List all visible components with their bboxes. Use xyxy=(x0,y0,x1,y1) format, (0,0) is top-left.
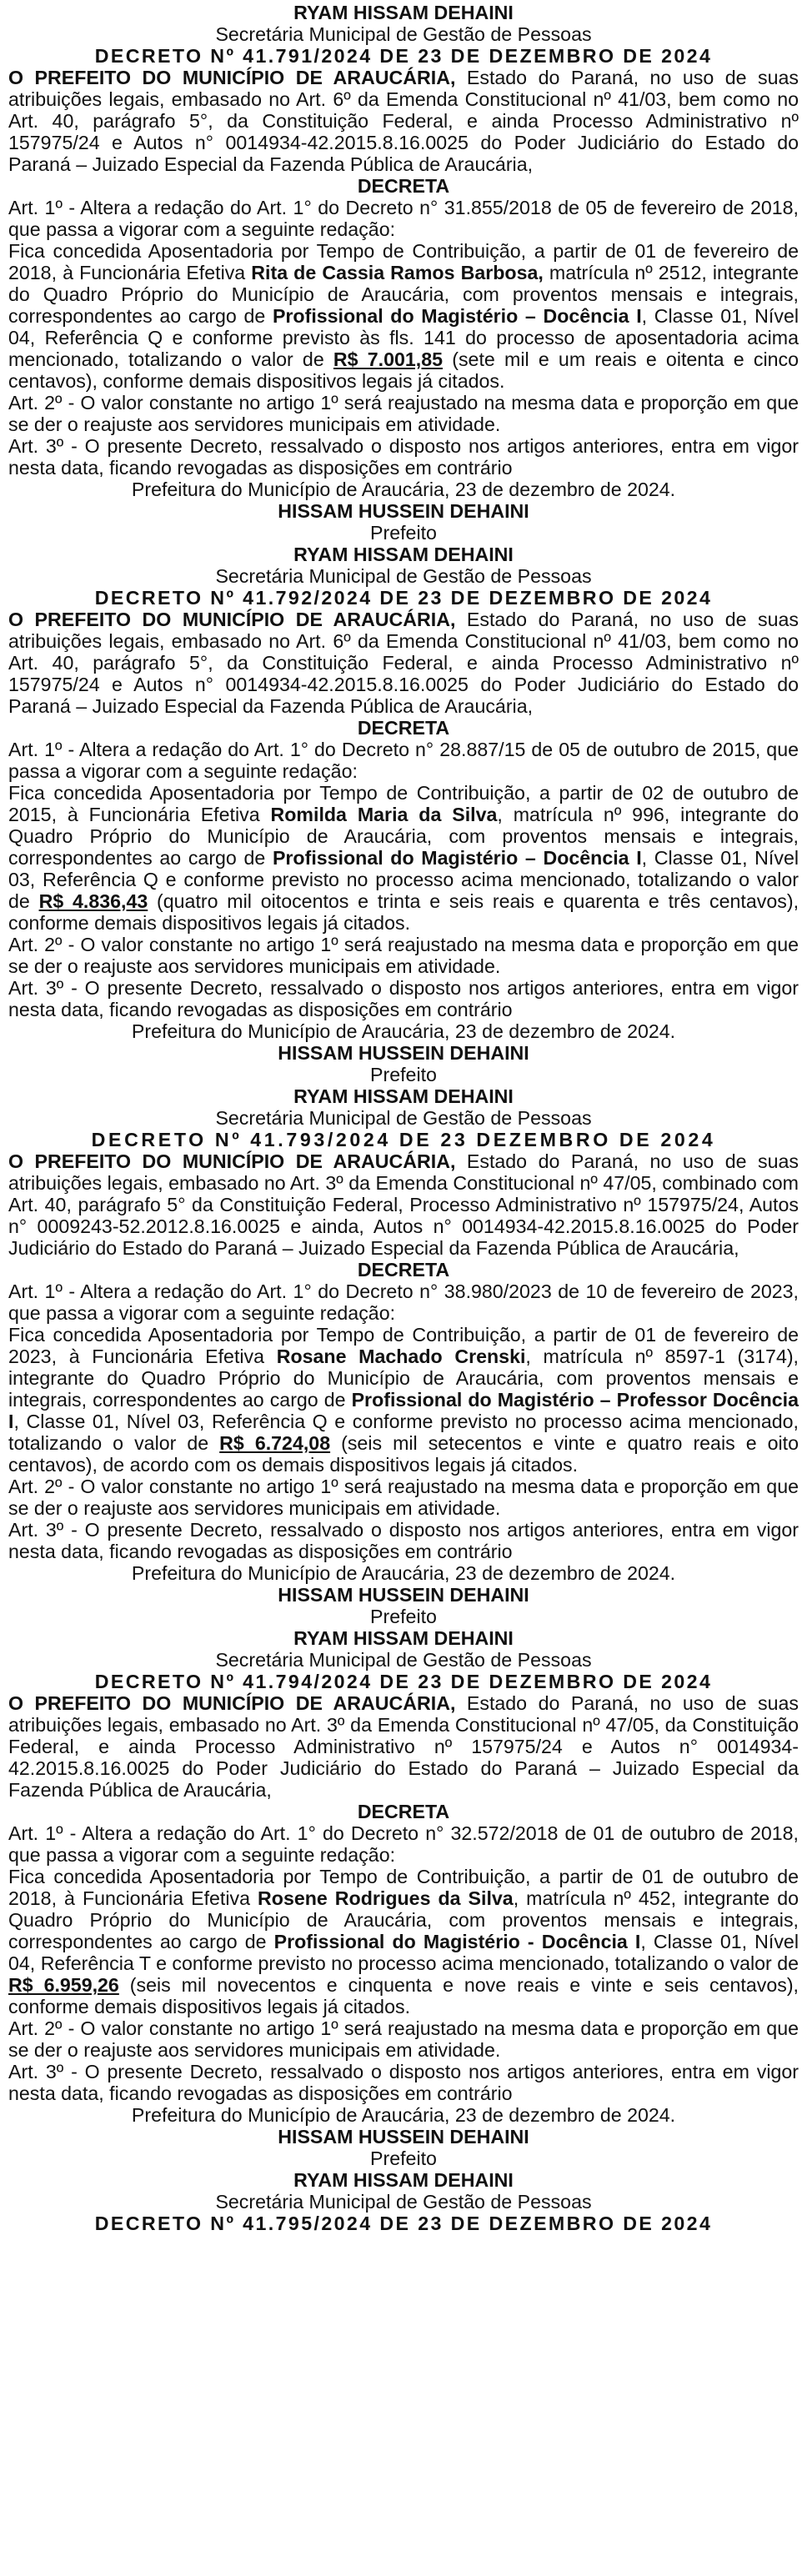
decree-41794 xyxy=(8,1627,799,2169)
preamble-text: Estado do Paraná, no uso de suas atribuições legais, embasado no Art. 6º da Emenda Constitucional nº 41/03, bem como no Art. 40, parágrafo 5°, da Constituição Federal, e ainda Processo Administrativo nº 157975/24 e Autos n° 0014934-42.2015.8.16.0025 do Poder Judiciário do Estado do Paraná – Juizado Especial da Fazenda Pública de Araucária, xyxy=(8,67,799,175)
preamble-bold: O PREFEITO DO MUNICÍPIO DE ARAUCÁRIA, xyxy=(8,1692,456,1714)
decreta-heading: DECRETA xyxy=(357,1801,450,1822)
signer-top: RYAM HISSAM DEHAINI xyxy=(293,1627,514,1649)
body-text: , Classe 01, Nível 03, Referência Q e conforme previsto no processo acima mencionado, totalizando o valor de xyxy=(8,1411,799,1454)
decree-title: DECRETO Nº 41.793/2024 DE 23 DEZEMBRO DE 2024 xyxy=(91,1129,716,1150)
preamble xyxy=(8,609,799,717)
body-text: Fica concedida Aposentadoria por Tempo de Contribuição, a partir de 01 de outubro de 2018, à Funcionária Efetiva xyxy=(8,1866,799,1909)
job-title: Profissional do Magistério – Docência I xyxy=(272,305,642,327)
body-text: Fica concedida Aposentadoria por Tempo de Contribuição, a partir de 01 de fevereiro de 2023, à Funcionária Efetiva xyxy=(8,1324,799,1367)
article-1: Art. 1º - Altera a redação do Art. 1° do Decreto n° 32.572/2018 de 01 de outubro de 2018, que passa a vigorar com a seguinte redação: xyxy=(8,1822,799,1866)
place-date: Prefeitura do Município de Araucária, 23 de dezembro de 2024. xyxy=(131,1020,676,1042)
body-text: (sete mil e um reais e oitenta e cinco centavos), conforme demais dispositivos legais já citados. xyxy=(8,348,799,392)
preamble-bold: O PREFEITO DO MUNICÍPIO DE ARAUCÁRIA, xyxy=(8,1150,456,1172)
decree-41792 xyxy=(8,544,799,1085)
department: Secretária Municipal de Gestão de Pessoas xyxy=(215,2191,592,2213)
article-1: Art. 1º - Altera a redação do Art. 1° do Decreto n° 38.980/2023 de 10 de fevereiro de 2023, que passa a vigorar com a seguinte redação: xyxy=(8,1280,799,1324)
place-date: Prefeitura do Município de Araucária, 23 de dezembro de 2024. xyxy=(131,1562,676,1584)
body-text: , Classe 01, Nível 03, Referência Q e conforme previsto no processo acima mencionado, totalizando o valor de xyxy=(8,847,799,912)
preamble-bold: O PREFEITO DO MUNICÍPIO DE ARAUCÁRIA, xyxy=(8,67,456,88)
decree-title: DECRETO Nº 41.794/2024 DE 23 DE DEZEMBRO DE 2024 xyxy=(94,1671,713,1692)
amount: R$ 7.001,85 xyxy=(333,348,444,370)
decree-title: DECRETO Nº 41.792/2024 DE 23 DE DEZEMBRO DE 2024 xyxy=(94,587,713,609)
article-3: Art. 3º - O presente Decreto, ressalvado o disposto nos artigos anteriores, entra em vigor nesta data, ficando revogadas as disposições em contrário xyxy=(8,977,799,1020)
mayor-name: HISSAM HUSSEIN DEHAINI xyxy=(278,1042,529,1064)
amount: R$ 6.959,26 xyxy=(8,1974,119,1996)
next-decree-header xyxy=(8,2169,799,2234)
article-1-body xyxy=(8,1324,799,1476)
preamble-text: Estado do Paraná, no uso de suas atribuições legais, embasado no Art. 6º da Emenda Constitucional nº 41/03, bem como no Art. 40, parágrafo 5°, da Constituição Federal, e ainda Processo Administrativo nº 157975/24 e Autos n° 0014934-42.2015.8.16.0025 do Poder Judiciário do Estado do Paraná – Juizado Especial da Fazenda Pública de Araucária, xyxy=(8,609,799,717)
employee-name: Romilda Maria da Silva xyxy=(270,804,498,825)
body-text: matrícula nº 2512, integrante do Quadro Próprio do Município de Araucária, com proventos mensais e integrais, correspondentes ao cargo de xyxy=(8,262,799,327)
article-3: Art. 3º - O presente Decreto, ressalvado o disposto nos artigos anteriores, entra em vigor nesta data, ficando revogadas as disposições em contrário xyxy=(8,2061,799,2104)
place-date: Prefeitura do Município de Araucária, 23 de dezembro de 2024. xyxy=(131,479,676,500)
article-2: Art. 2º - O valor constante no artigo 1º será reajustado na mesma data e proporção em que se der o reajuste aos servidores municipais em atividade. xyxy=(8,2017,799,2061)
signer-top: RYAM HISSAM DEHAINI xyxy=(293,544,514,565)
department: Secretária Municipal de Gestão de Pessoas xyxy=(215,1649,592,1671)
body-text: (seis mil novecentos e cinquenta e nove reais e vinte e seis centavos), conforme demais dispositivos legais já citados. xyxy=(8,1974,799,2017)
preamble-text: Estado do Paraná, no uso de suas atribuições legais, embasado no Art. 3º da Emenda Constitucional nº 47/05, da Constituição Federal, e ainda Processo Administrativo nº 157975/24 e Autos n° 0014934-42.2015.8.16.0025 do Poder Judiciário do Estado do Paraná – Juizado Especial da Fazenda Pública de Araucária, xyxy=(8,1692,799,1801)
amount: R$ 6.724,08 xyxy=(219,1432,331,1454)
mayor-name: HISSAM HUSSEIN DEHAINI xyxy=(278,500,529,522)
body-text: , Classe 01, Nível 04, Referência Q e conforme previsto às fls. 141 do processo de aposentadoria acima mencionado, totalizando o valor de xyxy=(8,305,799,370)
article-3: Art. 3º - O presente Decreto, ressalvado o disposto nos artigos anteriores, entra em vigor nesta data, ficando revogadas as disposições em contrário xyxy=(8,435,799,479)
employee-name: Rita de Cassia Ramos Barbosa, xyxy=(251,262,544,283)
body-text: , Classe 01, Nível 04, Referência T e conforme previsto no processo acima mencionado, totalizando o valor de xyxy=(8,1931,799,1974)
preamble xyxy=(8,67,799,175)
job-title: Profissional do Magistério – Professor Docência I xyxy=(8,1389,799,1432)
article-1: Art. 1º - Altera a redação do Art. 1° do Decreto n° 31.855/2018 de 05 de fevereiro de 2018, que passa a vigorar com a seguinte redação: xyxy=(8,197,799,240)
mayor-role: Prefeito xyxy=(370,522,437,544)
employee-name: Rosane Machado Crenski xyxy=(276,1346,526,1367)
mayor-role: Prefeito xyxy=(370,1606,437,1627)
preamble-text: Estado do Paraná, no uso de suas atribuições legais, embasado no Art. 3º da Emenda Constitucional nº 47/05, combinado com Art. 40, parágrafo 5° da Constituição Federal, Processo Administrativo nº 157975/24, Autos n° 0009243-52.2012.8.16.0025 e ainda, Autos n° 0014934-42.2015.8.16.0025 do Poder Judiciário do Estado do Paraná – Juizado Especial da Fazenda Pública de Araucária, xyxy=(8,1150,799,1259)
decree-41791 xyxy=(8,2,799,544)
signer-top: RYAM HISSAM DEHAINI xyxy=(293,2169,514,2191)
article-2: Art. 2º - O valor constante no artigo 1º será reajustado na mesma data e proporção em que se der o reajuste aos servidores municipais em atividade. xyxy=(8,1476,799,1519)
signer-top: RYAM HISSAM DEHAINI xyxy=(293,2,514,23)
department: Secretária Municipal de Gestão de Pessoas xyxy=(215,1107,592,1129)
signer-top: RYAM HISSAM DEHAINI xyxy=(293,1085,514,1107)
article-2: Art. 2º - O valor constante no artigo 1º será reajustado na mesma data e proporção em que se der o reajuste aos servidores municipais em atividade. xyxy=(8,934,799,977)
preamble xyxy=(8,1692,799,1801)
decreta-heading: DECRETA xyxy=(357,175,450,197)
body-text: Fica concedida Aposentadoria por Tempo de Contribuição, a partir de 02 de outubro de 2015, à Funcionária Efetiva xyxy=(8,782,799,825)
decree-title: DECRETO Nº 41.795/2024 DE 23 DE DEZEMBRO DE 2024 xyxy=(94,2213,713,2234)
decree-title: DECRETO Nº 41.791/2024 DE 23 DE DEZEMBRO DE 2024 xyxy=(94,45,713,67)
mayor-role: Prefeito xyxy=(370,2148,437,2169)
article-1-body xyxy=(8,782,799,934)
preamble-bold: O PREFEITO DO MUNICÍPIO DE ARAUCÁRIA, xyxy=(8,609,456,630)
department: Secretária Municipal de Gestão de Pessoas xyxy=(215,23,592,45)
employee-name: Rosene Rodrigues da Silva xyxy=(258,1887,514,1909)
mayor-name: HISSAM HUSSEIN DEHAINI xyxy=(278,2126,529,2148)
decreta-heading: DECRETA xyxy=(357,1259,450,1280)
decreta-heading: DECRETA xyxy=(357,717,450,739)
body-text: (seis mil setecentos e vinte e quatro reais e oito centavos), de acordo com os demais dispositivos legais já citados. xyxy=(8,1432,799,1476)
place-date: Prefeitura do Município de Araucária, 23 de dezembro de 2024. xyxy=(131,2104,676,2126)
body-text: , matrícula nº 996, integrante do Quadro Próprio do Município de Araucária, com proventos mensais e integrais, correspondentes ao cargo de xyxy=(8,804,799,869)
article-3: Art. 3º - O presente Decreto, ressalvado o disposto nos artigos anteriores, entra em vigor nesta data, ficando revogadas as disposições em contrário xyxy=(8,1519,799,1562)
job-title: Profissional do Magistério - Docência I xyxy=(273,1931,641,1952)
department: Secretária Municipal de Gestão de Pessoas xyxy=(215,565,592,587)
body-text: , matrícula nº 452, integrante do Quadro Próprio do Município de Araucária, com proventos mensais e integrais, correspondentes ao cargo de xyxy=(8,1887,799,1952)
decree-41793 xyxy=(8,1085,799,1627)
article-1-body xyxy=(8,240,799,392)
preamble xyxy=(8,1150,799,1259)
mayor-name: HISSAM HUSSEIN DEHAINI xyxy=(278,1584,529,1606)
body-text: (quatro mil oitocentos e trinta e seis reais e quarenta e três centavos), conforme demais dispositivos legais já citados. xyxy=(8,890,799,934)
job-title: Profissional do Magistério – Docência I xyxy=(272,847,642,869)
article-1: Art. 1º - Altera a redação do Art. 1° do Decreto n° 28.887/15 de 05 de outubro de 2015, que passa a vigorar com a seguinte redação: xyxy=(8,739,799,782)
article-2: Art. 2º - O valor constante no artigo 1º será reajustado na mesma data e proporção em que se der o reajuste aos servidores municipais em atividade. xyxy=(8,392,799,435)
body-text: Fica concedida Aposentadoria por Tempo de Contribuição, a partir de 01 de fevereiro de 2018, à Funcionária Efetiva xyxy=(8,240,799,283)
amount: R$ 4.836,43 xyxy=(38,890,148,912)
body-text: , matrícula nº 8597-1 (3174), integrante do Quadro Próprio do Município de Araucária, com proventos mensais e integrais, correspondentes ao cargo de xyxy=(8,1346,799,1411)
mayor-role: Prefeito xyxy=(370,1064,437,1085)
article-1-body xyxy=(8,1866,799,2017)
